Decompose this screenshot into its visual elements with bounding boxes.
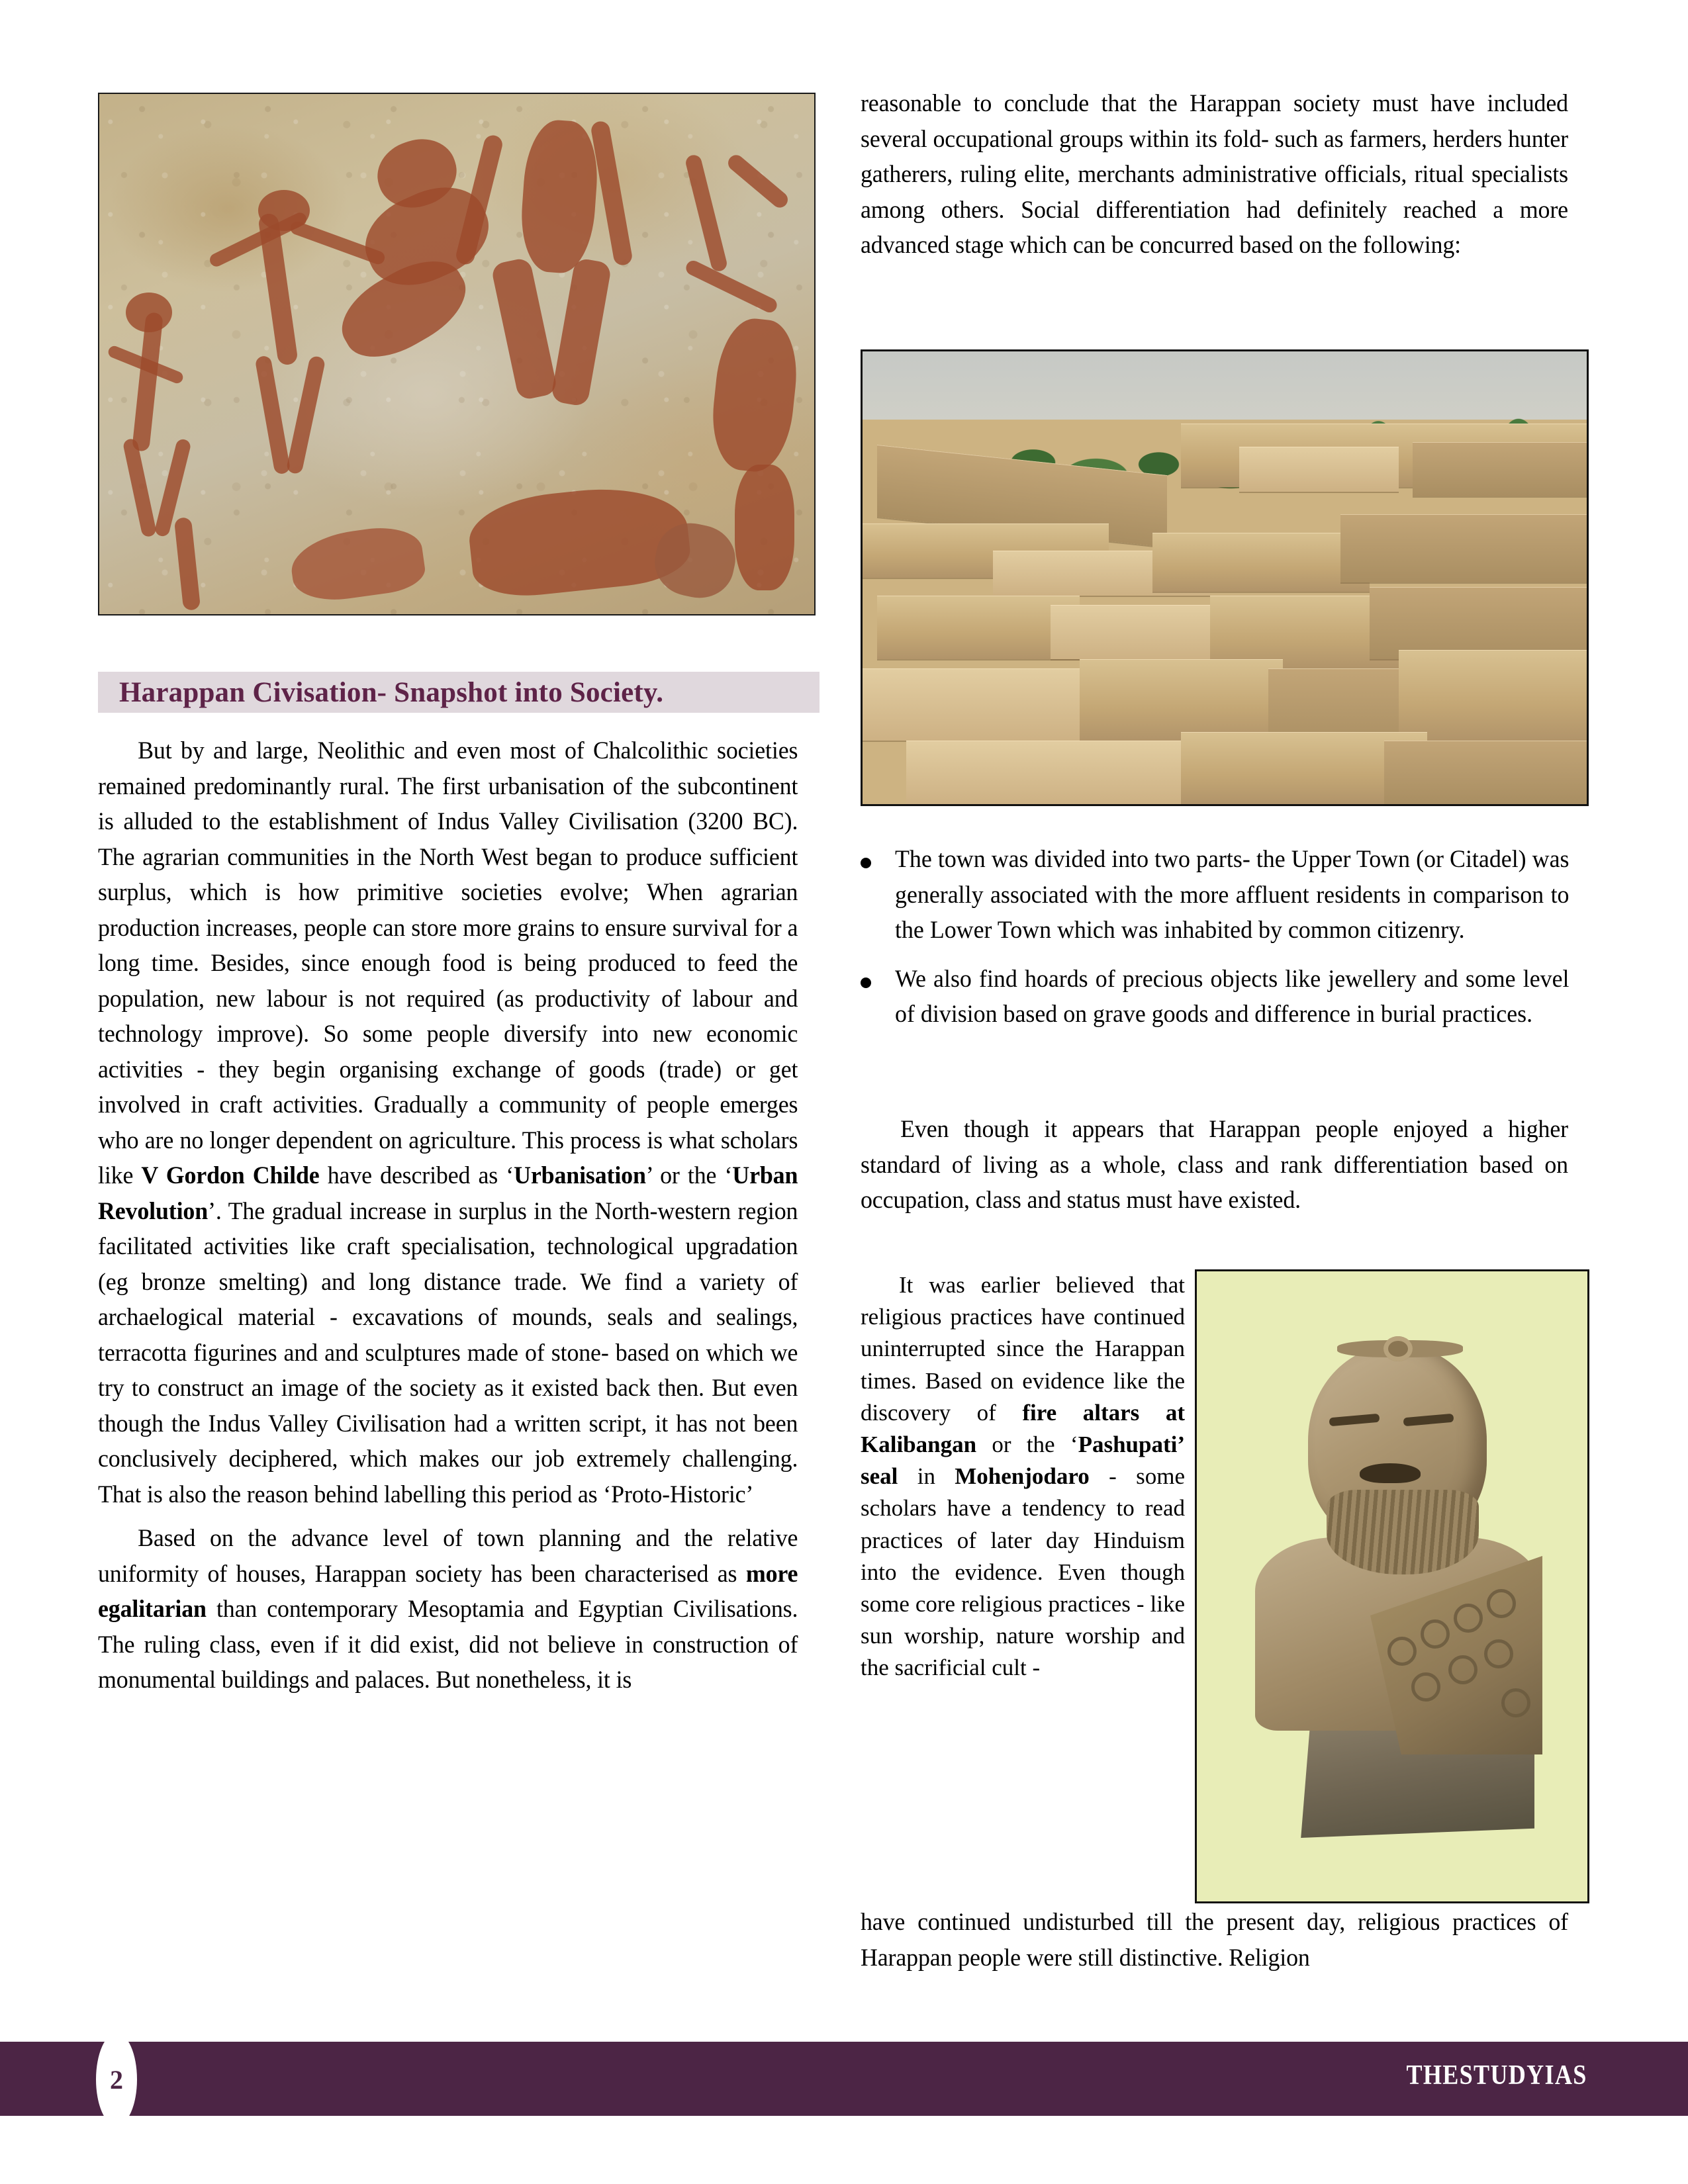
paragraph: Even though it appears that Harappan people enjoyed a higher standard of living as a whole, class and rank differentiation based on occupation, class and status must have existed. — [861, 1116, 1568, 1214]
statue-forehead-ornament — [1383, 1336, 1413, 1361]
trefoil-motif — [1501, 1688, 1530, 1717]
emphasis: Urban Revolution — [98, 1162, 798, 1225]
statue-beard — [1327, 1490, 1479, 1574]
paragraph: It was earlier believed that religious practices have continued uninterrupted since the Harappan times. Based on evidence like the discovery of fire altars at Kalibangan or the ‘Pashupati’ seal in Mohenjodaro - some scholars have a tendency to read practices of later day Hinduism into the evidence. Even though some core religious practices - like sun worship, nature worship and the sacrificial cult - — [861, 1272, 1185, 1681]
brick-wall — [1080, 659, 1282, 741]
section-heading-band — [98, 672, 820, 713]
paragraph: reasonable to conclude that the Harappan society must have included several occupational groups within its fold- such as farmers, herders hunter gatherers, ruling elite, merchants administrative officials, ritual specialists among others. Social differentiation had definitely reached a more advanced stage which can be concurred based on the following: — [861, 90, 1568, 259]
brick-wall — [1340, 514, 1587, 582]
rock-art-image — [98, 93, 816, 615]
statue-moustache — [1360, 1463, 1421, 1483]
emphasis: more egalitarian — [98, 1560, 798, 1623]
trefoil-motif — [1421, 1619, 1450, 1649]
priest-king-statue-image — [1195, 1269, 1589, 1903]
mohenjodaro-ruins-image — [861, 349, 1589, 806]
right-column-bottom — [861, 1905, 1590, 1984]
footer-brand: THESTUDYIAS — [1406, 2060, 1587, 2091]
trefoil-motif — [1411, 1672, 1440, 1702]
brick-wall — [1239, 447, 1399, 492]
emphasis: Urbanisation — [514, 1162, 646, 1189]
trefoil-motif — [1387, 1637, 1417, 1666]
brick-wall — [877, 596, 1080, 659]
right-column-bullets — [861, 842, 1590, 1046]
brick-wall — [1399, 650, 1587, 741]
paragraph: have continued undisturbed till the present day, religious practices of Harappan people were still distinctive. Religion — [861, 1909, 1568, 1972]
rock-figure — [126, 293, 172, 332]
trefoil-motif — [1484, 1639, 1513, 1668]
brick-wall — [1370, 587, 1587, 659]
paragraph: But by and large, Neolithic and even most of Chalcolithic societies remained predominantly rural. The first urbanisation of the subcontinent is alluded to the establishment of Indus Valley Civilisation (3200 BC). The agrarian communities in the North West began to produce sufficient surplus, which is how primitive societies evolve; When agrarian production increases, people can store more grains to ensure survival for a long time. Besides, since enough food is being produced to feed the population, new labour is not required (as productivity of labour and technology improve). So some people diversify into new economic activities - they begin organising exchange of goods (trade) or get involved in craft activities. Gradually a community of people emerges who are no longer dependent on agriculture. This process is what scholars like V Gordon Childe have described as ‘Urbanisation’ or the ‘Urban Revolution’. The gradual increase in surplus in the North-western region facilitated activities like craft specialisation, technological upgradation (eg bronze smelting) and long distance trade. We find a variety of archaelogical material - excavations of mounds, seals and sealings, terracotta figurines and and sculptures made of stone- based on which we try to construct an image of the society as it existed back then. But even though the Indus Valley Civilisation had a written script, it has not been conclusively deciphered, which makes our job extremely challenging. That is also the reason behind labelling this period as ‘Proto-Historic’ — [98, 737, 798, 1508]
brick-wall — [1384, 741, 1587, 804]
list-item-text: We also find hoards of precious objects like jewellery and some level of division based on grave goods and difference in burial practices. — [895, 965, 1570, 1028]
right-column-mid — [861, 1112, 1590, 1227]
rock-figure — [735, 465, 794, 590]
list-item — [861, 842, 1590, 948]
left-column-text — [98, 733, 820, 1707]
brick-wall — [1152, 533, 1370, 592]
emphasis: fire altars at Kalibangan — [861, 1399, 1185, 1458]
page-number: 2 — [110, 2064, 123, 2095]
list-item — [861, 962, 1590, 1032]
list-item-text: The town was divided into two parts- the Upper Town (or Citadel) was generally associated with the more affluent residents in comparison to the Lower Town which was inhabited by common citizenry. — [895, 846, 1570, 944]
page-number-badge — [96, 2033, 137, 2126]
trefoil-motif — [1448, 1655, 1477, 1684]
right-column-narrow — [861, 1269, 1185, 1684]
bullet-icon — [861, 842, 895, 872]
section-heading: Harappan Civisation- Snapshot into Society. — [119, 677, 664, 708]
emphasis: V Gordon Childe — [141, 1162, 320, 1189]
emphasis: Pashupati’ seal — [861, 1432, 1185, 1490]
trefoil-motif — [1454, 1604, 1483, 1633]
emphasis: Mohenjodaro — [955, 1463, 1090, 1490]
brick-wall — [1413, 442, 1587, 496]
brick-wall — [906, 741, 1225, 804]
trefoil-motif — [1487, 1589, 1516, 1618]
right-column-top — [861, 86, 1590, 272]
bullet-icon — [861, 962, 895, 991]
paragraph: Based on the advance level of town planning and the relative uniformity of houses, Harappan society has been characterised as more egalitarian than contemporary Mesoptamia and Egyptian Civilisations. The ruling class, even if it did exist, did not believe in construction of monumental buildings and palaces. But nonetheless, it is — [98, 1525, 798, 1694]
